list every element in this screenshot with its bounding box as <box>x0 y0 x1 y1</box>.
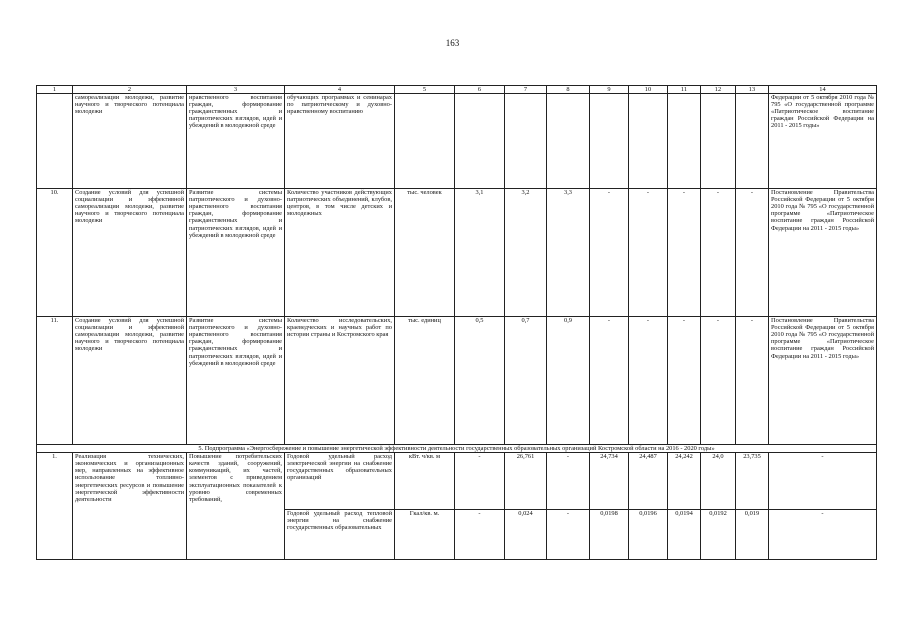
column-number: 9 <box>590 86 629 94</box>
column-number: 1 <box>37 86 73 94</box>
task-cell: Повышение потребительских качеств зданий, сооружений, коммуникаций, их частей, элементов с приведением эксплуатационных показателей к уровню современных требований, <box>187 453 285 560</box>
value-cell: 3,2 <box>505 189 547 317</box>
value-cell: 0,5 <box>455 317 505 445</box>
value-cell <box>736 94 769 189</box>
task-cell: Развитие системы патриотического и духовно-нравственного воспитания граждан, формирование гражданственных и патриотических взглядов, идей и убеждений в молодежной среде <box>187 189 285 317</box>
value-cell: 24,242 <box>668 453 701 510</box>
legal-basis-cell: Постановление Правительства Российской Федерации от 5 октября 2010 года № 795 «О государственной программе «Патриотическое воспитание граждан Российской Федерации на 2011 - 2015 годы» <box>769 317 877 445</box>
row-number: 1. <box>37 453 73 560</box>
table-row <box>37 453 877 510</box>
value-cell: - <box>547 453 590 510</box>
unit-cell: Гкал/кв. м. <box>395 510 455 560</box>
value-cell: 24,0 <box>701 453 736 510</box>
unit-cell: кВт. ч/кв. м <box>395 453 455 510</box>
column-number: 13 <box>736 86 769 94</box>
value-cell <box>505 94 547 189</box>
value-cell <box>455 94 505 189</box>
column-number: 12 <box>701 86 736 94</box>
value-cell: 26,761 <box>505 453 547 510</box>
value-cell: - <box>590 189 629 317</box>
value-cell: - <box>547 510 590 560</box>
column-number: 8 <box>547 86 590 94</box>
unit-cell: тыс. человек <box>395 189 455 317</box>
indicator-cell: обучающих программах и семинарах по патриотическому и духовно-нравственному воспитанию <box>285 94 395 189</box>
value-cell: 0,0198 <box>590 510 629 560</box>
value-cell: - <box>736 189 769 317</box>
table-row <box>37 189 877 317</box>
table-row <box>37 94 877 189</box>
value-cell: - <box>668 189 701 317</box>
column-number: 7 <box>505 86 547 94</box>
value-cell: 3,1 <box>455 189 505 317</box>
indicator-cell: Годовой удельный расход тепловой энергии на снабжение государственных образовательных <box>285 510 395 560</box>
column-number: 5 <box>395 86 455 94</box>
column-number-row <box>37 86 877 94</box>
column-number: 14 <box>769 86 877 94</box>
value-cell: 0,7 <box>505 317 547 445</box>
indicator-cell: Количество участников действующих патриотических объединений, клубов, центров, в том числе детских и молодежных <box>285 189 395 317</box>
row-number: 11. <box>37 317 73 445</box>
value-cell: 0,0194 <box>668 510 701 560</box>
column-number: 10 <box>629 86 668 94</box>
legal-basis-cell: Федерации от 5 октября 2010 года № 795 «О государственной программе «Патриотическое воспитание граждан Российской Федерации на 2011 - 2015 годы» <box>769 94 877 189</box>
section-header-row <box>37 445 877 453</box>
value-cell: 0,0192 <box>701 510 736 560</box>
indicator-cell: Количество исследовательских, краеведческих и научных работ по истории страны и Костромского края <box>285 317 395 445</box>
value-cell: - <box>736 317 769 445</box>
legal-basis-cell: Постановление Правительства Российской Федерации от 5 октября 2010 года № 795 «О государственной программе «Патриотическое воспитание граждан Российской Федерации на 2011 - 2015 годы» <box>769 189 877 317</box>
unit-cell: тыс. единиц <box>395 317 455 445</box>
column-number: 11 <box>668 86 701 94</box>
value-cell <box>547 94 590 189</box>
value-cell: - <box>701 317 736 445</box>
unit-cell <box>395 94 455 189</box>
value-cell: 0,9 <box>547 317 590 445</box>
value-cell: - <box>455 510 505 560</box>
value-cell: - <box>455 453 505 510</box>
goal-cell: Реализация технических, экономических и организационных мер, направленных на эффективное использование топливно-энергетических ресурсов и повышение энергетической эффективности деятельности <box>73 453 187 560</box>
legal-basis-cell: - <box>769 510 877 560</box>
value-cell <box>701 94 736 189</box>
column-number: 6 <box>455 86 505 94</box>
value-cell: 0,024 <box>505 510 547 560</box>
indicator-cell: Годовой удельный расход электрической энергии на снабжение государственных образовательных организаций <box>285 453 395 510</box>
column-number: 2 <box>73 86 187 94</box>
value-cell: - <box>590 317 629 445</box>
task-cell: нравственного воспитания граждан, формирование гражданственных и патриотических взглядов, идей и убеждений в молодежной среде <box>187 94 285 189</box>
value-cell: 24,734 <box>590 453 629 510</box>
column-number: 3 <box>187 86 285 94</box>
section-title: 5. Подпрограмма «Энергосбережение и повышение энергетической эффективности деятельности государственных образовательных организаций Костромской области на 2016 - 2020 годы» <box>37 445 877 453</box>
goal-cell: Создание условий для успешной социализации и эффективной самореализации молодежи, развитие научного и творческого потенциала молодежи <box>73 189 187 317</box>
value-cell <box>590 94 629 189</box>
value-cell: - <box>668 317 701 445</box>
value-cell: 23,735 <box>736 453 769 510</box>
value-cell: 0,019 <box>736 510 769 560</box>
value-cell <box>629 94 668 189</box>
value-cell: - <box>701 189 736 317</box>
value-cell: 24,487 <box>629 453 668 510</box>
table-row <box>37 317 877 445</box>
goal-cell: Создание условий для успешной социализации и эффективной самореализации молодежи, развитие научного и творческого потенциала молодежи <box>73 317 187 445</box>
page-number: 163 <box>445 38 460 48</box>
value-cell: - <box>629 317 668 445</box>
goal-cell: самореализации молодежи, развитие научного и творческого потенциала молодежи <box>73 94 187 189</box>
legal-basis-cell: - <box>769 453 877 510</box>
value-cell: 3,3 <box>547 189 590 317</box>
row-number: 10. <box>37 189 73 317</box>
row-number <box>37 94 73 189</box>
task-cell: Развитие системы патриотического и духовно-нравственного воспитания граждан, формирование гражданственных и патриотических взглядов, идей и убеждений в молодежной среде <box>187 317 285 445</box>
indicators-table <box>36 85 877 560</box>
value-cell: 0,0196 <box>629 510 668 560</box>
column-number: 4 <box>285 86 395 94</box>
value-cell <box>668 94 701 189</box>
value-cell: - <box>629 189 668 317</box>
